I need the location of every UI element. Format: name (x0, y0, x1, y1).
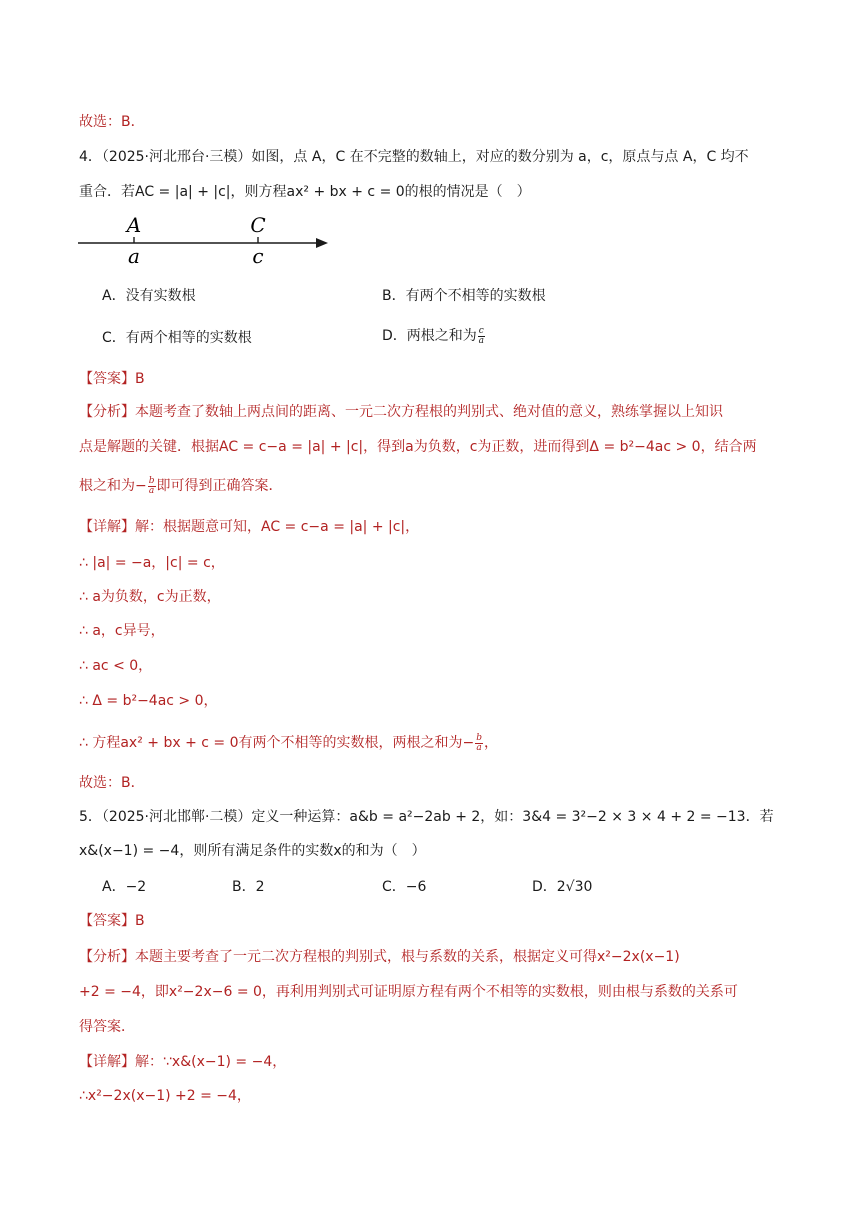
q4-option-d-fraction (478, 327, 485, 346)
q4-option-d-text: D．两根之和为 (382, 328, 477, 344)
q5-answer: 【答案】B (79, 913, 145, 929)
q4-stem-line2: 重合．若AC = |a| + |c|，则方程ax² + bx + c = 0的根的情况是（ ） (79, 184, 531, 200)
q5-detail-line1: 【详解】解：∵x&(x−1) = −4， (79, 1054, 287, 1070)
q5-analysis-line2: +2 = −4，即x²−2x−6 = 0，再利用判别式可证明原方程有两个不相等的实数根，则由根与系数的关系可 (79, 984, 738, 1000)
q5-option-a: A．−2 (102, 879, 147, 895)
q5-analysis-line1: 【分析】本题主要考查了一元二次方程根的判别式，根与系数的关系，根据定义可得x²−2x(x−1) (79, 949, 680, 965)
number-line-arrow (316, 238, 328, 248)
q4-stem-line1: 4．（2025·河北邢台·三模）如图，点 A，C 在不完整的数轴上，对应的数分别为 a，c，原点与点 A，C 均不 (79, 149, 749, 165)
fraction-numerator: b (476, 732, 482, 743)
fraction-numerator: b (148, 475, 155, 486)
q4-analysis-line1: 【分析】本题考查了数轴上两点间的距离、一元二次方程根的判别式、绝对值的意义，熟练掌握以上知识 (79, 404, 723, 420)
point-c-label: C (250, 213, 266, 237)
q5-option-d: D．2√30 (532, 879, 593, 895)
q4-detail-line7-prefix: ∴ 方程ax² + bx + c = 0有两个不相等的实数根，两根之和为− (79, 735, 475, 751)
fraction-denominator: a (476, 742, 482, 753)
fraction-denominator: a (478, 335, 484, 346)
q4-analysis-line3 (79, 476, 283, 496)
q4-analysis-line2: 点是解题的关键．根据AC = c−a = |a| + |c|，得到a为负数，c为正数，进而得到Δ = b²−4ac > 0，结合两 (79, 439, 757, 455)
q5-stem-line1: 5．（2025·河北邯郸·二模）定义一种运算：a&b = a²−2ab + 2，如：3&4 = 3²−2 × 3 × 4 + 2 = −13．若 (79, 809, 774, 825)
q4-analysis-fraction (148, 477, 156, 496)
q4-conclusion: 故选：B． (79, 775, 145, 791)
q4-answer: 【答案】B (79, 371, 145, 387)
fraction-denominator: a (148, 485, 155, 496)
point-a-label: A (126, 213, 142, 237)
q5-stem-line2: x&(x−1) = −4，则所有满足条件的实数x的和为（ ） (79, 843, 426, 859)
point-c-value: c (252, 244, 264, 268)
q4-option-c: C．有两个相等的实数根 (102, 330, 252, 346)
q4-detail-line6: ∴ Δ = b²−4ac > 0， (79, 693, 218, 709)
q4-detail-line4: ∴ a，c异号， (79, 623, 165, 639)
q4-detail-line3: ∴ a为负数，c为正数， (79, 589, 221, 605)
q5-analysis-line3: 得答案． (79, 1019, 135, 1035)
q4-analysis-line3-suffix: 即可得到正确答案． (156, 478, 283, 494)
q5-option-b: B．2 (232, 879, 265, 895)
q4-detail-line2: ∴ |a| = −a，|c| = c， (79, 555, 225, 571)
q4-detail-fraction (475, 734, 483, 753)
q4-option-a: A．没有实数根 (102, 288, 196, 304)
point-a-value: a (128, 244, 140, 268)
q4-option-b: B．有两个不相等的实数根 (382, 288, 546, 304)
previous-answer-line: 故选：B． (79, 114, 145, 130)
q4-detail-line7-suffix: ， (484, 735, 498, 751)
number-line-figure (78, 212, 338, 272)
q4-detail-line1: 【详解】解：根据题意可知，AC = c−a = |a| + |c|， (79, 519, 420, 535)
fraction-numerator: c (478, 325, 484, 336)
q4-detail-line7 (79, 733, 498, 753)
q4-detail-line5: ∴ ac < 0， (79, 658, 153, 674)
q5-detail-line2: ∴x²−2x(x−1) +2 = −4， (79, 1088, 251, 1104)
q4-option-d (382, 326, 486, 346)
q4-analysis-line3-prefix: 根之和为− (79, 478, 147, 494)
q5-option-c: C．−6 (382, 879, 427, 895)
